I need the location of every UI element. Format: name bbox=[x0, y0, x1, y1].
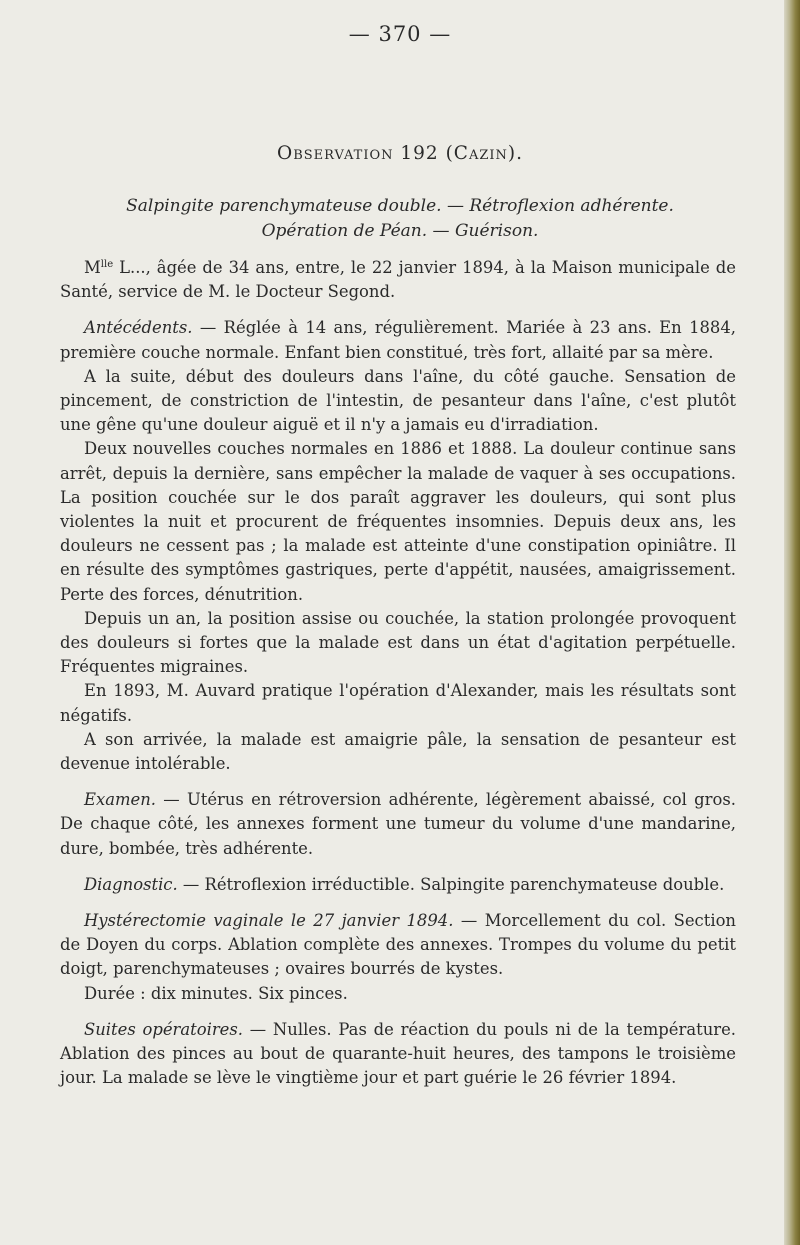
diagnostic-paragraph: Diagnostic. — Rétroflexion irréductible. Salpingite parenchymateuse double. bbox=[84, 874, 725, 894]
diagnostic-label: Diagnostic. bbox=[84, 874, 178, 894]
antecedents-paragraph: Depuis un an, la position assise ou couchée, la station prolongée provoquent des douleurs si fortes que la malade est dans un état d'agitation perpétuelle. Fréquentes migraines. bbox=[60, 608, 736, 677]
duree-paragraph: Durée : dix minutes. Six pinces. bbox=[84, 983, 348, 1003]
case-title-line-2: Opération de Péan. — Guérison. bbox=[261, 221, 539, 241]
examen-label: Examen. bbox=[84, 790, 156, 810]
hysterectomie-paragraph: Hystérectomie vaginale le 27 janvier 1894. — Morcellement du col. Section de Doyen du corps. Ablation complète des annexes. Trompes du volume du petit doigt, parenchymateuses ; ovaires bourrés de kystes. bbox=[60, 911, 736, 979]
observation-title: Observation 192 (Cazin). bbox=[277, 143, 523, 164]
suites-paragraph: Suites opératoires. — Nulles. Pas de réaction du pouls ni de la température. Ablation des pinces au bout de quarante-huit heures, des tampons le troisième jour. La malade se lève le vingtième jour et part guérie le 26 février 1894. bbox=[60, 1019, 736, 1088]
page-number: — 370 — bbox=[348, 22, 452, 46]
intro-paragraph: $M^{lle}$ L..., âgée de 34 ans, entre, le 22 janvier 1894, à la Maison municipale de Santé, service de M. le Docteur Segond. bbox=[60, 258, 736, 302]
antecedents-paragraph: En 1893, M. Auvard pratique l'opération d'Alexander, mais les résultats sont négatifs. bbox=[60, 681, 736, 725]
antecedents-paragraph: Antécédents. — Réglée à 14 ans, régulièrement. Mariée à 23 ans. En 1884, première couche normale. Enfant bien constitué, très fort, allaité par sa mère. bbox=[60, 318, 736, 362]
case-report-body bbox=[60, 253, 736, 1091]
antecedents-paragraph: A son arrivée, la malade est amaigrie pâle, la sensation de pesanteur est devenue intolérable. bbox=[60, 729, 736, 774]
page-edge bbox=[784, 0, 800, 1245]
suites-label: Suites opératoires. bbox=[84, 1019, 244, 1039]
case-title-line-1: Salpingite parenchymateuse double. — Rétroflexion adhérente. bbox=[126, 196, 674, 216]
hysterectomie-label: Hystérectomie vaginale le 27 janvier 1894. bbox=[84, 911, 454, 931]
antecedents-paragraph: Deux nouvelles couches normales en 1886 et 1888. La douleur continue sans arrêt, depuis la dernière, sans empêcher la malade de vaquer à ses occupations. La position couchée sur le dos paraît aggraver les douleurs, qui sont plus violentes la nuit et procurent de fréquentes insomnies. Depuis deux ans, les douleurs ne cessent pas ; la malade est atteinte d'une constipation opiniâtre. Il en résulte des symptômes gastriques, perte d'appétit, nausées, amaigrissement. Perte des forces, dénutrition. bbox=[60, 439, 736, 604]
examen-paragraph: Examen. — Utérus en rétroversion adhérente, légèrement abaissé, col gros. De chaque côté, les annexes forment une tumeur du volume d'une mandarine, dure, bombée, très adhérente. bbox=[60, 790, 736, 858]
antecedents-paragraph: A la suite, début des douleurs dans l'aîne, du côté gauche. Sensation de pincement, de constriction de l'intestin, de pesanteur dans l'aîne, c'est plutôt une gêne qu'une douleur aiguë et il n'y a jamais eu d'irradiation. bbox=[60, 366, 736, 435]
antecedents-label: Antécédents. bbox=[84, 318, 193, 338]
